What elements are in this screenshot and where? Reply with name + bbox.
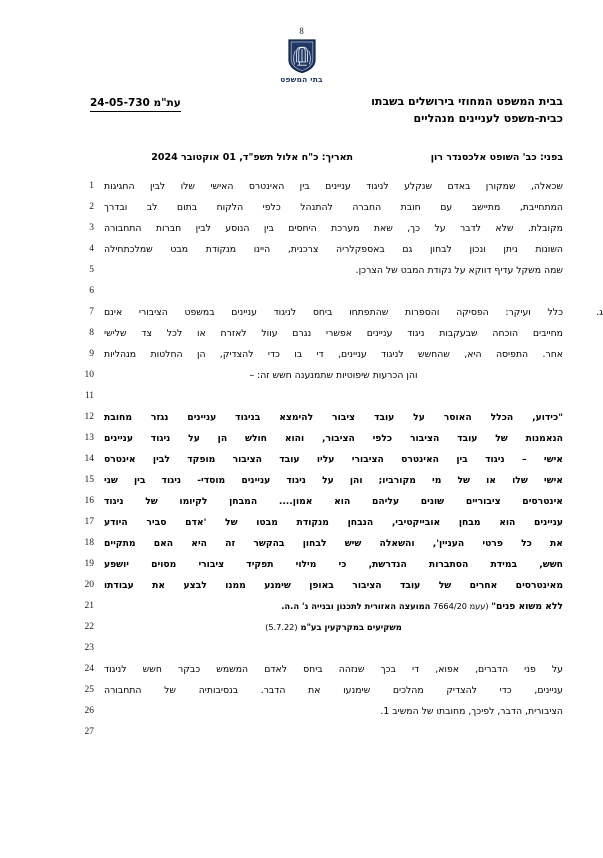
line-number: 10 — [84, 370, 94, 380]
line-text: כלל ועיקר: הפסיקה והספרות שהתפתחו ביחס לניגוד עניינים במשפט הציבורי אינם — [104, 307, 563, 318]
line-number: 11 — [84, 391, 94, 401]
document-line — [0, 386, 603, 407]
line-number: 27 — [84, 727, 94, 737]
document-line — [0, 512, 603, 533]
masthead — [0, 26, 603, 85]
line-number: 18 — [84, 538, 94, 548]
line-number: 4 — [89, 244, 94, 254]
document-line — [0, 575, 603, 596]
line-number: 24 — [84, 664, 94, 674]
line-number: 25 — [84, 685, 94, 695]
line-text: הציבורית, הדבר, לפיכך, מחובתו של המשיב 1. — [380, 706, 563, 717]
line-number: 1 — [89, 181, 94, 191]
document-line — [0, 680, 603, 701]
line-text: אישי – ניגוד בין האינטרס הציבורי עליו עובד הציבור מופקד לבין אינטרס — [104, 454, 563, 465]
document-line — [0, 365, 603, 386]
line-text — [104, 596, 563, 617]
line-text: עניינים הוא מבחן אובייקטיבי, הנבחן מנקודת מבטו של 'אדם סביר היודע — [104, 517, 563, 528]
line-text: אישי שלו או של מי מקורביו; והן על ניגוד עניינים מוסדי- ניגוד בין שני — [104, 475, 563, 486]
line-text-main: ללא משוא פנים" — [491, 601, 563, 612]
line-text: השונות ניתן ונכון לבחון גם באספקלריה צרכנית, היינו מנקודת מבט שמלכתחילה — [104, 244, 563, 255]
document-line — [0, 302, 603, 323]
line-number: 8 — [89, 328, 94, 338]
document-body — [0, 176, 603, 743]
courts-label: בתי המשפט — [280, 75, 323, 84]
document-line — [0, 617, 603, 638]
document-line — [0, 554, 603, 575]
line-number: 19 — [84, 559, 94, 569]
line-text — [104, 617, 563, 638]
citation-reference: (עעמ 7664/20 — [430, 601, 492, 611]
line-number: 23 — [84, 643, 94, 653]
line-text: את כל פרטי העניין', והשאלה שיש לבחון בהקשר זה היא האם מתקיים — [104, 538, 563, 549]
israel-state-emblem-icon — [287, 38, 317, 74]
line-number: 2 — [89, 202, 94, 212]
line-text: והן הכרעות שיפוטיות שתמנענה חשש זה: – — [249, 370, 418, 381]
case-header-row — [0, 96, 603, 138]
line-number: 14 — [84, 454, 94, 464]
document-line — [0, 260, 603, 281]
line-number: 13 — [84, 433, 94, 443]
line-number: 16 — [84, 496, 94, 506]
line-number: 26 — [84, 706, 94, 716]
line-text: "כידוע, הכלל האוסר על עובד ציבור להימצא בניגוד עניינים נגזר מחובת — [104, 412, 563, 423]
document-line — [0, 638, 603, 659]
document-line — [0, 701, 603, 722]
court-title-line-2: כבית-משפט לעניינים מנהליים — [413, 112, 563, 125]
document-line — [0, 344, 603, 365]
document-line — [0, 197, 603, 218]
line-number: 12 — [84, 412, 94, 422]
court-title — [293, 93, 563, 127]
line-text: המתחייבת, מתיישב עם חובת החברה להתנהל כלפי הלקוח בתום לב ובדרך — [104, 202, 563, 213]
line-text: מאינטרסים אחרים של עובד הציבור באופן שימנע ממנו לבצע את עבודתו — [104, 580, 563, 591]
line-number: 17 — [84, 517, 94, 527]
paragraph-marker: ג. — [596, 307, 603, 318]
document-line — [0, 449, 603, 470]
document-line — [0, 659, 603, 680]
document-line — [0, 218, 603, 239]
emblem-wrap — [0, 38, 603, 74]
document-line — [0, 470, 603, 491]
judge-label: בפני: כב' השופט אלכסנדר רון — [430, 152, 563, 163]
document-line — [0, 323, 603, 344]
line-text: אחר. התפיסה היא, שהחשש לניגוד עניינים, די בו כדי להצדיק, הן החלטות מנהליות — [104, 349, 563, 360]
citation-case-name: המועצה האזורית לתכנון ובנייה נ' ה.ה. — [281, 601, 431, 611]
document-line — [0, 533, 603, 554]
line-text: שמה משקל עדיף דווקא על נקודת המבט של הצרכן. — [355, 265, 563, 276]
document-line — [0, 176, 603, 197]
line-text: עניינים, כדי להצדיק מהלכים שימנעו את הדבר. בנסיבותיה של התחבורה — [104, 685, 563, 696]
document-line — [0, 491, 603, 512]
line-number: 20 — [84, 580, 94, 590]
document-line — [0, 281, 603, 302]
document-line — [0, 428, 603, 449]
line-number: 7 — [89, 307, 94, 317]
line-number: 9 — [89, 349, 94, 359]
line-text: אינטרסים ציבוריים שונים עליהם הוא אמון.... המבחן לקיומו של ניגוד — [104, 496, 563, 507]
line-number: 22 — [84, 622, 94, 632]
court-title-line-1: בבית המשפט המחוזי בירושלים בשבתו — [371, 95, 563, 108]
line-text: על פני הדברים, אפוא, די בכך שנזהה ביחס לאדם המשמש כבקר חשש לניגוד — [104, 664, 563, 675]
case-number-value: עת"מ 24-05-730 — [90, 96, 181, 112]
line-text: מחייבים הוכחה שבעקבות ניגוד עניינים אפשרי נגרם עוול לאזרח או לכל צד שלישי — [104, 328, 563, 339]
document-line — [0, 722, 603, 743]
citation-case-name-cont: משקיעים במקרקעין בע"מ — [297, 622, 402, 632]
page-number: 8 — [299, 26, 304, 36]
line-number: 3 — [89, 223, 94, 233]
line-number: 6 — [89, 286, 94, 296]
document-line — [0, 596, 603, 617]
line-number: 21 — [84, 601, 94, 611]
line-text: הנאמנות של עובד הציבור כלפי הציבור, והוא חולש הן על ניגוד עניינים — [104, 433, 563, 444]
document-line — [0, 239, 603, 260]
meta-row — [0, 152, 603, 170]
date-label: תאריך: כ"ח אלול תשפ"ד, 01 אוקטובר 2024 — [151, 152, 353, 163]
citation-date: (5.7.22) — [265, 622, 298, 632]
line-number: 5 — [89, 265, 94, 275]
line-text: מקובלת. שלא לדבר על כך, שאת מערכת היחסים בין הנוסע לבין חברות התחבורה — [104, 223, 563, 234]
line-text: שכאלה, שמקורן באדם שנקלע לניגוד עניינים בין האינטרס האישי שלו לבין החגיגות — [104, 181, 563, 192]
line-number: 15 — [84, 475, 94, 485]
document-line — [0, 407, 603, 428]
line-text: חשש, במידת הסתברות הנדרשת, כי מילוי תפקיד ציבורי מסוים יושפע — [104, 559, 563, 570]
